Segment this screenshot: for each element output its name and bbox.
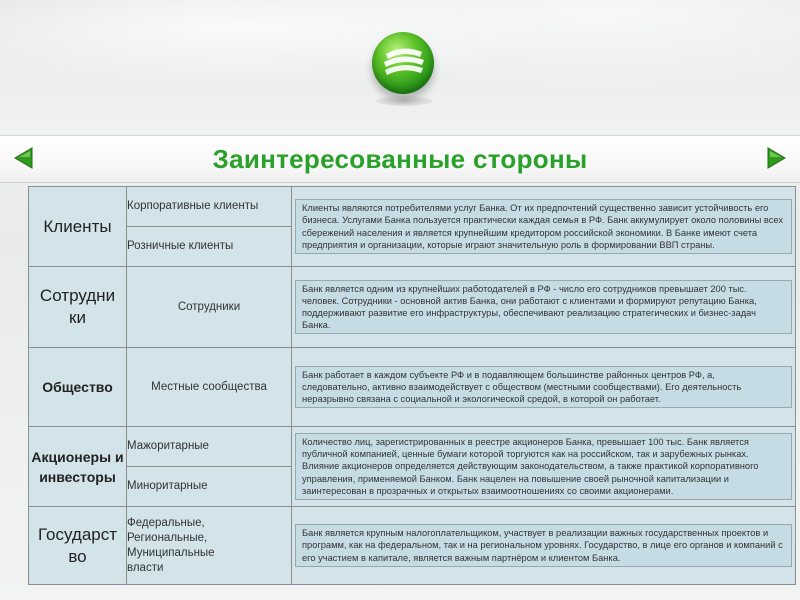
description-text: Банк является крупным налогоплательщиком, участвует в реализации важных государственных проектов и программ, как на федеральном, так и на региональном уровнях. Государство, в лице его органов и компаний с его участием в капитале, является важным партнёром и клиентом Банка.: [302, 528, 783, 563]
category-cell: Клиенты: [29, 187, 127, 267]
category-cell: [29, 267, 127, 348]
next-slide-arrow-icon[interactable]: [764, 146, 788, 175]
category-text: Государство: [37, 524, 118, 566]
description-text: Клиенты являются потребителями услуг Банка. От их предпочтений существенно зависит устойчивость его бизнеса. Услугами Банка пользуется практически каждая семья в РФ. Банк аккумулирует около половины всех сбережений населения и является крупнейшим кредитором российской экономики. В Банке имеют счета предприятия и организации, которые играют значительную роль в формировании ВВП страны.: [302, 203, 783, 250]
category-cell: Общество: [29, 348, 127, 427]
description-cell: [292, 507, 796, 585]
table-row: [29, 427, 796, 467]
subgroup-cell: Корпоративные клиенты: [127, 187, 292, 227]
description-text: Банк работает в каждом субъекте РФ и в подавляющем большинстве районных центров РФ, а, следовательно, активно взаимодействует с обществом (местными сообществами). Его деятельность неразрывно связана с социальной и экологической средой, в которой он работает.: [302, 369, 742, 405]
table-row: [29, 507, 796, 585]
table-row: [29, 187, 796, 227]
subgroup-cell: Сотрудники: [127, 267, 292, 348]
subgroup-cell: Розничные клиенты: [127, 227, 292, 267]
sberbank-logo-icon: [372, 32, 434, 94]
subgroup-cell: Местные сообщества: [127, 348, 292, 427]
subgroup-text: Федеральные, Региональные, Муниципальные власти: [127, 516, 215, 574]
subgroup-cell: [127, 507, 292, 585]
subgroup-cell: Мажоритарные: [127, 427, 292, 467]
table-row: [29, 267, 796, 348]
description-cell: [292, 348, 796, 427]
stakeholders-table: [28, 186, 796, 585]
category-text: Сотрудники: [39, 286, 116, 327]
description-cell: [292, 187, 796, 267]
description-cell: [292, 427, 796, 507]
category-cell: [29, 507, 127, 585]
subgroup-cell: Миноритарные: [127, 467, 292, 507]
title-bar: [0, 135, 800, 183]
category-cell: Акционеры и инвесторы: [29, 427, 127, 507]
table-row: [29, 348, 796, 427]
logo-shadow: [376, 96, 432, 106]
description-text: Банк является одним из крупнейших работодателей в РФ - число его сотрудников превышает 200 тыс. человек. Сотрудники - основной актив Банка, они работают с клиентами и формируют репутацию Банка, поддерживают развитие его инфраструктуры, обеспечивают реализацию стратегических и бизнес-задач Банка.: [302, 283, 757, 331]
description-text: Количество лиц, зарегистрированных в реестре акционеров Банка, превышает 100 тыс. Банк является публичной компанией, ценные бумаги которой торгуются как на российском, так и зарубежных рынках. Влияние акционеров определяется действующим законодательством, а также практикой корпоративного управления, применяемой Банком. Банк нацелен на повышение своей рыночной капитализации и заинтересован в прозрачных и открытых взаимоотношениях со своими акционерами.: [302, 436, 759, 496]
page-title: Заинтересованные стороны: [212, 144, 588, 174]
description-cell: [292, 267, 796, 348]
